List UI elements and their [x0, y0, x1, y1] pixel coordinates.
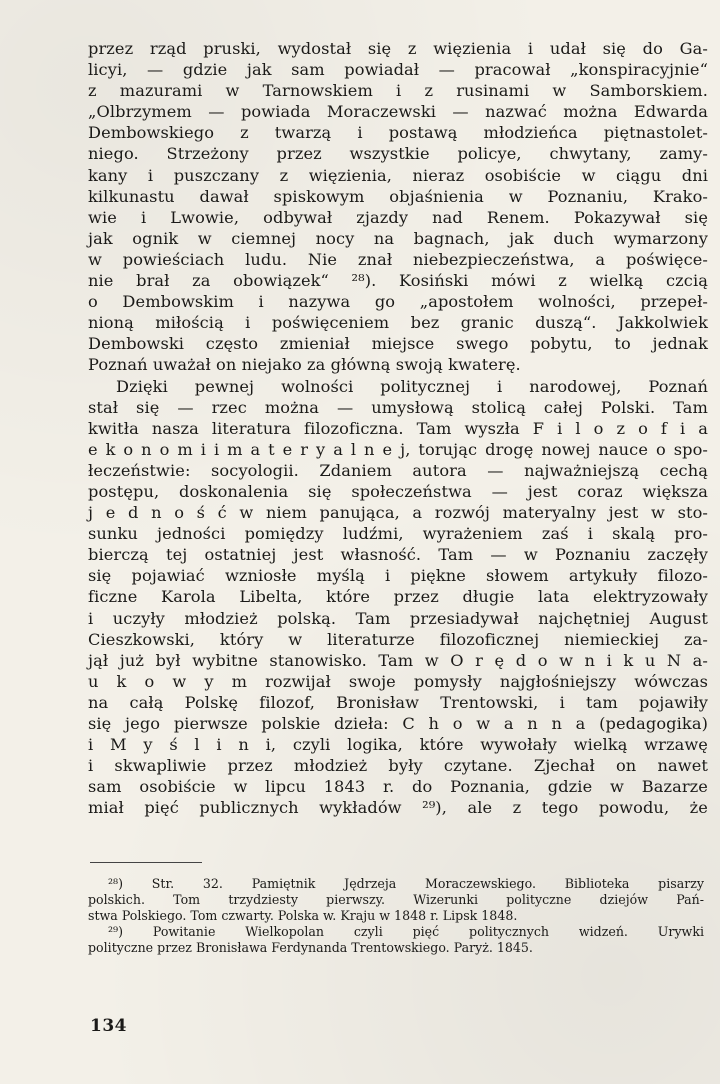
text-line: wie i Lwowie, odbywał zjazdy nad Renem. Pokazywał się	[88, 207, 708, 227]
text-line: na całą Polskę filozof, Bronisław Trentowski, i tam pojawiły	[88, 692, 708, 712]
text-line: niego. Strzeżony przez wszystkie policye, chwytany, zamy-	[88, 144, 708, 164]
text-line: łeczeństwie: socyologii. Zdaniem autora — najważniejszą cechą	[88, 460, 708, 480]
text-line: postępu, doskonalenia się społeczeństwa — jest coraz większa	[88, 481, 708, 501]
text-line: stał się — rzec można — umysłową stolicą całej Polski. Tam	[88, 397, 708, 417]
footnotes	[88, 876, 704, 956]
text-line: e k o n o m i i m a t e r y a l n e j, torując drogę nowej nauce o spo-	[88, 439, 708, 459]
text-line: w powieściach ludu. Nie znał niebezpieczeństwa, a poświęce-	[88, 249, 708, 269]
text-line: się pojawiać wzniosłe myślą i piękne słowem artykuły filozo-	[88, 566, 708, 586]
text-line: u k o w y m rozwijał swoje pomysły najgłośniejszy wówczas	[88, 671, 708, 691]
text-line: sunku jedności pomiędzy ludźmi, wyrażeniem zaś i skalą pro-	[88, 524, 708, 544]
text-line: ficzne Karola Libelta, które przez długie lata elektryzowały	[88, 587, 708, 607]
footnote-line: ²⁹) Powitanie Wielkopolan czyli pięć politycznych widzeń. Urywki	[108, 924, 704, 939]
text-line: licyi, — gdzie jak sam powiadał — pracował „konspiracyjnie“	[88, 60, 708, 80]
text-line: się jego pierwsze polskie dzieła: C h o w a n n a (pedagogika)	[88, 714, 708, 733]
text-line: jak ognik w ciemnej nocy na bagnach, jak duch wymarzony	[88, 228, 708, 248]
footnote-line: ²⁸) Str. 32. Pamiętnik Jędrzeja Moraczewskiego. Biblioteka pisarzy	[108, 876, 704, 891]
text-line: o Dembowskim i nazywa go „apostołem wolności, przepeł-	[88, 292, 708, 312]
text-line: przez rząd pruski, wydostał się z więzienia i udał się do Ga-	[88, 39, 708, 58]
text-line: miał pięć publicznych wykładów ²⁹), ale z tego powodu, że	[88, 798, 708, 818]
text-line: kilkunastu dawał spiskowym objaśnienia w Poznaniu, Krako-	[88, 186, 708, 206]
text-line: i uczyły młodzież polską. Tam przesiadywał najchętniej August	[88, 608, 708, 628]
text-line: z mazurami w Tarnowskiem i z rusinami w Samborskiem.	[88, 81, 708, 101]
main-text	[88, 38, 708, 818]
footnote-line: polskich. Tom trzydziesty pierwszy. Wizerunki polityczne dziejów Pań-	[88, 892, 704, 907]
text-line: kany i puszczany z więzienia, nieraz osobiście w ciągu dni	[88, 165, 708, 185]
footnote-divider	[90, 862, 202, 863]
text-line: Dzięki pewnej wolności politycznej i narodowej, Poznań	[116, 376, 708, 396]
text-line: bierczą tej ostatniej jest własność. Tam — w Poznaniu zaczęły	[88, 545, 708, 565]
page-number: 134	[90, 1016, 127, 1036]
text-line: Poznań uważał on niejako za główną swoją kwaterę.	[88, 355, 521, 375]
text-line: nioną miłością i poświęceniem bez granic duszą“. Jakkolwiek	[88, 313, 708, 333]
text-line: jął już był wybitne stanowisko. Tam w O r ę d o w n i k u N a-	[88, 650, 708, 670]
text-line: Cieszkowski, który w literaturze filozoficznej niemieckiej za-	[88, 629, 708, 649]
text-line: kwitła nasza literatura filozoficzna. Tam wyszła F i l o z o f i a	[88, 418, 708, 438]
text-line: nie brał za obowiązek“ ²⁸). Kosiński mówi z wielką czcią	[88, 271, 708, 291]
text-line: sam osobiście w lipcu 1843 r. do Poznania, gdzie w Bazarze	[88, 777, 708, 797]
text-line: i skwapliwie przez młodzież były czytane. Zjechał on nawet	[88, 756, 708, 776]
footnote-line: polityczne przez Bronisława Ferdynanda Trentowskiego. Paryż. 1845.	[88, 940, 533, 955]
footnote-line: stwa Polskiego. Tom czwarty. Polska w. Kraju w 1848 r. Lipsk 1848.	[88, 908, 518, 923]
text-line: j e d n o ś ć w niem panująca, a rozwój materyalny jest w sto-	[88, 503, 708, 523]
text-line: Dembowskiego z twarzą i postawą młodzieńca piętnastolet-	[88, 123, 708, 143]
text-line: i M y ś l i n i, czyli logika, które wywołały wielką wrzawę	[88, 735, 708, 755]
text-line: Dembowski często zmieniał miejsce swego pobytu, to jednak	[88, 334, 708, 354]
text-line: „Olbrzymem — powiada Moraczewski — nazwać można Edwarda	[88, 102, 708, 122]
